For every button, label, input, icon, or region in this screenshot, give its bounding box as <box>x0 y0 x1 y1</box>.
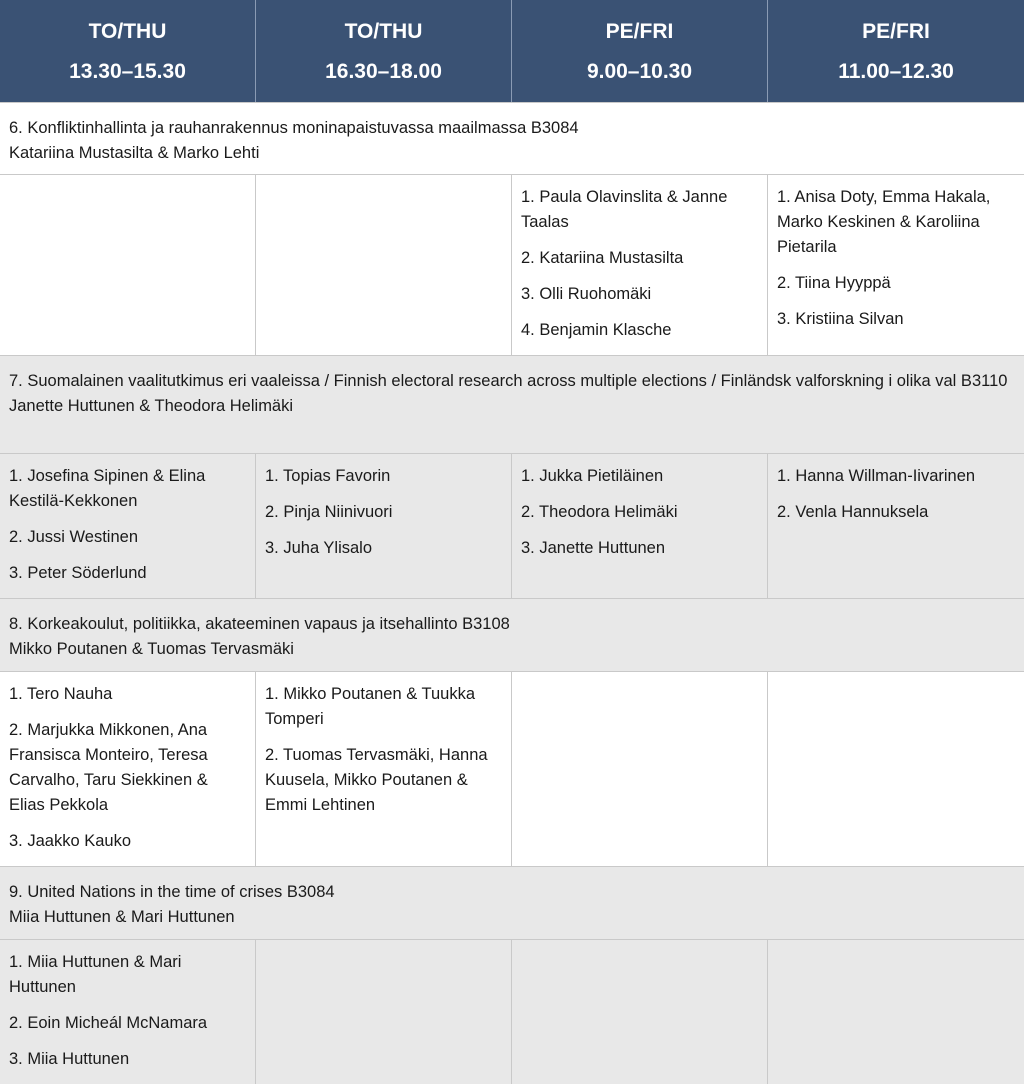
workgroup-title-row <box>0 598 1024 671</box>
presentation-item: 3. Kristiina Silvan <box>777 310 904 328</box>
presentation-item: 3. Miia Huttunen <box>9 1050 130 1068</box>
presentation-item: 1. Josefina Sipinen & Elina Kestilä-Kekkonen <box>9 467 206 510</box>
workgroup-chairs: Janette Huttunen & Theodora Helimäki <box>9 397 294 415</box>
session-cell <box>768 175 1024 355</box>
presentation-item: 3. Juha Ylisalo <box>265 539 373 557</box>
session-cell <box>768 454 1024 598</box>
session-cell <box>768 940 1024 1084</box>
header-slot-2 <box>256 0 512 102</box>
workgroup-chairs: Mikko Poutanen & Tuomas Tervasmäki <box>9 640 294 658</box>
session-cell <box>256 672 512 866</box>
session-cell <box>256 175 512 355</box>
session-cell <box>512 940 768 1084</box>
presentation-item: 2. Marjukka Mikkonen, Ana Fransisca Monteiro, Teresa Carvalho, Taru Siekkinen & Elias Pekkola <box>9 721 208 814</box>
session-row <box>0 671 1024 866</box>
session-cell <box>0 175 256 355</box>
slot-time: 13.30–15.30 <box>69 60 186 83</box>
session-row <box>0 453 1024 598</box>
presentation-item: 2. Katariina Mustasilta <box>521 249 684 267</box>
presentation-item: 2. Eoin Micheál McNamara <box>9 1014 208 1032</box>
slot-time: 16.30–18.00 <box>325 60 442 83</box>
schedule-header <box>0 0 1024 102</box>
workgroup-title: 6. Konfliktinhallinta ja rauhanrakennus moninapaistuvassa maailmassa B3084 <box>9 119 579 137</box>
presentation-item: 3. Olli Ruohomäki <box>521 285 652 303</box>
slot-day: TO/THU <box>88 20 167 43</box>
presentation-item: 2. Pinja Niinivuori <box>265 503 393 521</box>
presentation-item: 3. Peter Söderlund <box>9 564 147 582</box>
header-slot-4 <box>768 0 1024 102</box>
slot-day: PE/FRI <box>605 20 674 43</box>
session-row <box>0 939 1024 1084</box>
header-slot-3 <box>512 0 768 102</box>
workgroup-chairs: Miia Huttunen & Mari Huttunen <box>9 908 235 926</box>
presentation-item: 1. Anisa Doty, Emma Hakala, Marko Keskinen & Karoliina Pietarila <box>777 188 991 256</box>
presentation-item: 1. Miia Huttunen & Mari Huttunen <box>9 953 182 996</box>
presentation-item: 1. Hanna Willman-Iivarinen <box>777 467 976 485</box>
session-row <box>0 174 1024 355</box>
session-cell <box>0 940 256 1084</box>
slot-time: 11.00–12.30 <box>838 60 954 83</box>
session-cell <box>512 454 768 598</box>
header-slot-1 <box>0 0 256 102</box>
presentation-item: 3. Janette Huttunen <box>521 539 666 557</box>
presentation-item: 2. Venla Hannuksela <box>777 503 929 521</box>
presentation-item: 1. Tero Nauha <box>9 685 113 703</box>
workgroup-title: 8. Korkeakoulut, politiikka, akateeminen vapaus ja itsehallinto B3108 <box>9 615 510 633</box>
session-cell <box>768 672 1024 866</box>
presentation-item: 3. Jaakko Kauko <box>9 832 131 850</box>
workgroup-title-row <box>0 866 1024 939</box>
session-cell <box>256 940 512 1084</box>
session-cell <box>256 454 512 598</box>
slot-day: PE/FRI <box>862 20 930 43</box>
session-cell <box>0 672 256 866</box>
workgroup-title-row <box>0 355 1024 453</box>
workgroup-title-row <box>0 102 1024 174</box>
session-cell <box>0 454 256 598</box>
slot-time: 9.00–10.30 <box>586 60 693 83</box>
presentation-item: 1. Topias Favorin <box>265 467 391 485</box>
presentation-item: 2. Jussi Westinen <box>9 528 139 546</box>
presentation-item: 1. Jukka Pietiläinen <box>521 467 664 485</box>
slot-day: TO/THU <box>344 20 423 43</box>
presentation-item: 2. Tuomas Tervasmäki, Hanna Kuusela, Mikko Poutanen & Emmi Lehtinen <box>265 746 488 814</box>
presentation-item: 4. Benjamin Klasche <box>521 321 672 339</box>
presentation-item: 2. Theodora Helimäki <box>521 503 678 521</box>
session-cell <box>512 175 768 355</box>
workgroup-title: 7. Suomalainen vaalitutkimus eri vaaleissa / Finnish electoral research across multiple elections / Finländsk valforskning i olika val B3110 <box>9 372 1008 390</box>
presentation-item: 2. Tiina Hyyppä <box>777 274 891 292</box>
session-cell <box>512 672 768 866</box>
workgroup-chairs: Katariina Mustasilta & Marko Lehti <box>9 144 260 162</box>
presentation-item: 1. Mikko Poutanen & Tuukka Tomperi <box>265 685 476 728</box>
workgroup-title: 9. United Nations in the time of crises B3084 <box>9 883 335 901</box>
presentation-item: 1. Paula Olavinslita & Janne Taalas <box>521 188 728 231</box>
